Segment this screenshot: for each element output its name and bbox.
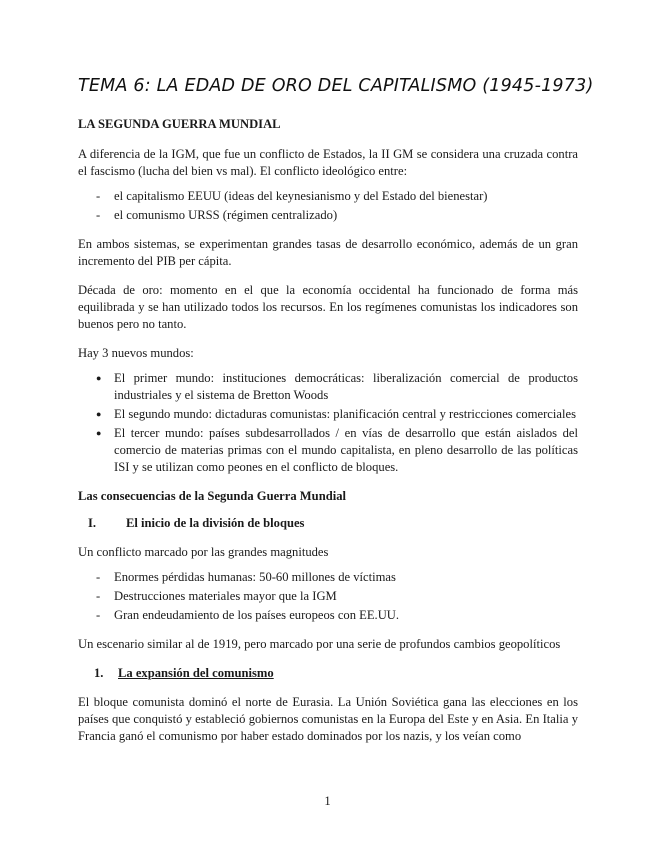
- subsubsection-heading-expansion-comunismo: 1. La expansión del comunismo: [78, 665, 578, 682]
- list-item: - Enormes pérdidas humanas: 50-60 millones de víctimas: [96, 570, 396, 584]
- list-item: ● El segundo mundo: dictaduras comunistas: planificación central y restricciones comerciales: [96, 407, 576, 421]
- roman-numeral: I.: [88, 516, 97, 530]
- paragraph: A diferencia de la IGM, que fue un conflicto de Estados, la II GM se considera una cruzada contra el fascismo (lucha del bien vs mal). El conflicto ideológico entre:: [78, 147, 578, 178]
- dot-bullet: ●: [96, 428, 102, 438]
- paragraph: Un conflicto marcado por las grandes magnitudes: [78, 545, 329, 559]
- heading-number: 1.: [94, 666, 104, 680]
- paragraph: Un escenario similar al de 1919, pero marcado por una serie de profundos cambios geopolíticos: [78, 637, 561, 651]
- list-item: - Destrucciones materiales mayor que la IGM: [96, 589, 337, 603]
- list-item: - el capitalismo EEUU (ideas del keynesianismo y del Estado del bienestar): [96, 189, 488, 203]
- dash-list-ideologies: [78, 188, 578, 224]
- section-heading-segunda-guerra: LA SEGUNDA GUERRA MUNDIAL: [78, 117, 281, 131]
- subsection-heading-division-bloques: I. El inicio de la división de bloques: [78, 515, 578, 532]
- document-body: [78, 116, 578, 757]
- paragraph: Hay 3 nuevos mundos:: [78, 346, 194, 360]
- dash-bullet: -: [96, 208, 101, 222]
- dash-bullet: -: [96, 589, 101, 603]
- dot-bullet: ●: [96, 373, 102, 383]
- dash-list-magnitudes: [78, 569, 578, 624]
- dot-bullet: ●: [96, 409, 102, 419]
- page-number: 1: [324, 794, 331, 808]
- dash-bullet: -: [96, 189, 101, 203]
- dash-bullet: -: [96, 608, 101, 622]
- paragraph: En ambos sistemas, se experimentan grandes tasas de desarrollo económico, además de un gran incremento del PIB per cápita.: [78, 237, 578, 268]
- list-item: - Gran endeudamiento de los países europeos con EE.UU.: [96, 608, 400, 622]
- document-title: TEMA 6: LA EDAD DE ORO DEL CAPITALISMO (1945-1973): [78, 76, 594, 96]
- paragraph: Década de oro: momento en el que la economía occidental ha funcionado de forma más equilibrada y se han utilizado todos los recursos. En los regímenes comunistas los indicadores son buenos pero no tanto.: [78, 283, 578, 331]
- list-item: - el comunismo URSS (régimen centralizado): [96, 208, 338, 222]
- list-item: ● El tercer mundo: países subdesarrollados / en vías de desarrollo que están aislados del comercio de materias primas con el mundo capitalista, en pleno desarrollo de las políticas ISI y se utilizan como peones en el conflicto de bloques.: [96, 426, 578, 474]
- paragraph: El bloque comunista dominó el norte de Eurasia. La Unión Soviética gana las elecciones en los países que conquistó y estableció gobiernos comunistas en la Europa del Este y en Asia. En Italia y Francia ganó el comunismo por haber estado dominados por los nazis, y los veían como: [78, 695, 578, 743]
- section-heading-consecuencias: Las consecuencias de la Segunda Guerra Mundial: [78, 489, 346, 503]
- list-item: ● El primer mundo: instituciones democráticas: liberalización comercial de productos industriales y el sistema de Bretton Woods: [96, 371, 578, 402]
- dash-bullet: -: [96, 570, 101, 584]
- bullet-list-worlds: [78, 370, 578, 476]
